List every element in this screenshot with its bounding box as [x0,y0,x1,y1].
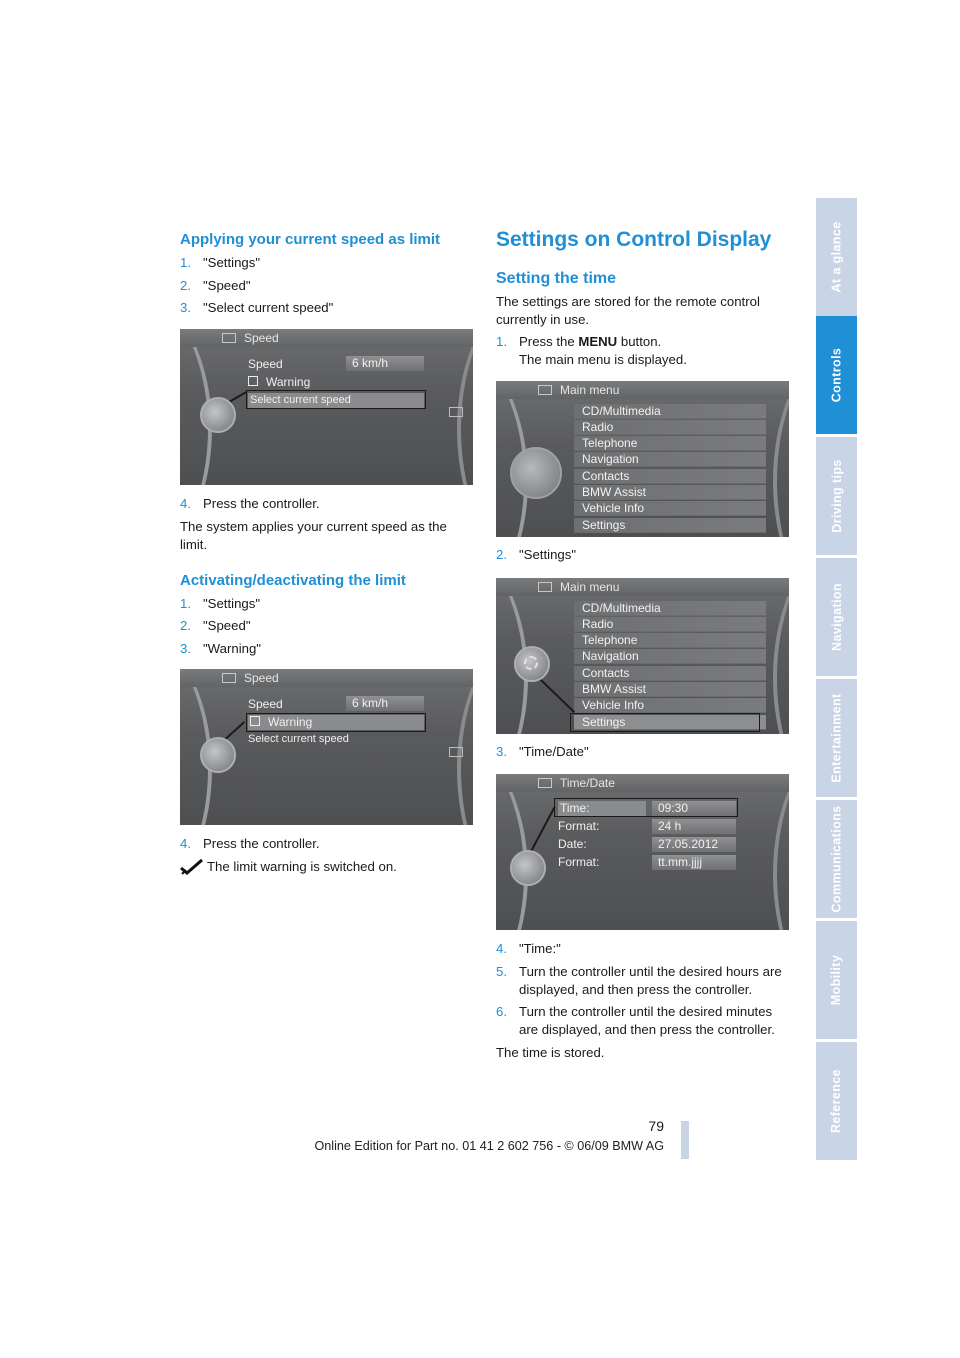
page-number: 79 [648,1118,664,1134]
screen-header: Speed [244,671,279,685]
speed-screen-warning: Speed Speed 6 km/h Warning Select current speed [180,669,473,825]
time-date-screen: Time/Date Time: 09:30 Format: 24 h Date: 27.05.2012 Format: tt.mm.jjjj [496,774,789,930]
options-icon [449,747,463,757]
list-item: 3. "Warning" [180,641,261,657]
result-note: The limit warning is switched on. [180,858,475,876]
list-item: 3. "Select current speed" [180,300,334,316]
list-item: 2. "Settings" [496,547,577,562]
screen-header: Main menu [560,580,620,594]
list-item: 1. "Settings" [180,255,261,270]
list-item: 4. Press the controller. [180,496,320,511]
controller-knob [510,447,562,499]
list-item: 1. Press the MENU button. The main menu is displayed. [496,334,687,367]
section-title-limit-warning: Activating/deactivating the limit [180,571,406,589]
page-marker [681,1121,689,1159]
list-item: 3. "Time/Date" [496,744,589,759]
menu-icon [538,582,552,592]
menu-icon [222,673,236,683]
list-item: 6. Turn the controller until the desired minutes are displayed, and then press the controller. [496,1004,775,1038]
section-title-apply-speed: Applying your current speed as limit [180,231,441,248]
list-item: 4. "Time:" [496,941,561,956]
intro-text: The settings are stored for the remote control currently in use. [496,294,760,327]
edition-footer: Online Edition for Part no. 01 41 2 602 756 - © 06/09 BMW AG [314,1139,664,1153]
screen-header: Time/Date [560,776,615,790]
tab-mobility[interactable]: Mobility [816,921,857,1039]
section-title-setting-time: Setting the time [496,270,617,287]
tab-reference[interactable]: Reference [816,1042,857,1160]
page-title: Settings on Control Display [496,228,772,251]
controller-knob [200,397,236,433]
options-icon [449,407,463,417]
tab-driving-tips[interactable]: Driving tips [816,437,857,555]
main-menu-screen: Main menu CD/Multimedia Radio Telephone Navigation Contacts BMW Assist Vehicle Info Settings [496,381,789,537]
controller-knob [200,737,236,773]
list-item: 5. Turn the controller until the desired hours are displayed, and then press the controller. [496,963,782,997]
tab-communications[interactable]: Communications [816,800,857,918]
right-column [496,228,791,374]
checkmark-icon [180,859,204,875]
menu-icon [538,385,552,395]
closing-text: The time is stored. [496,1045,605,1061]
list-item: 2. "Speed" [180,277,251,293]
list-item: 1. "Settings" [180,595,261,611]
tab-entertainment[interactable]: Entertainment [816,679,857,797]
list-item: 4. Press the controller. [180,836,320,851]
apply-speed-steps [180,254,475,317]
screen-header: Main menu [560,383,620,397]
main-menu-settings-screen: Main menu CD/Multimedia Radio Telephone Navigation Contacts BMW Assist Vehicle Info Settings [496,578,789,734]
tab-at-a-glance[interactable]: At a glance [816,198,857,316]
speed-screen-select-current: Speed Speed 6 km/h Warning Select current speed [180,329,473,485]
menu-icon [222,333,236,343]
list-item: 2. "Speed" [180,618,251,634]
tab-controls[interactable]: Controls [816,316,857,434]
controller-knob [510,850,546,886]
gear-icon [524,656,538,670]
menu-icon [538,778,552,788]
checkbox-icon [248,376,258,386]
tab-navigation[interactable]: Navigation [816,558,857,676]
apply-speed-note: The system applies your current speed as the limit. [180,518,447,552]
left-column [180,231,475,322]
screen-header: Speed [244,331,279,345]
